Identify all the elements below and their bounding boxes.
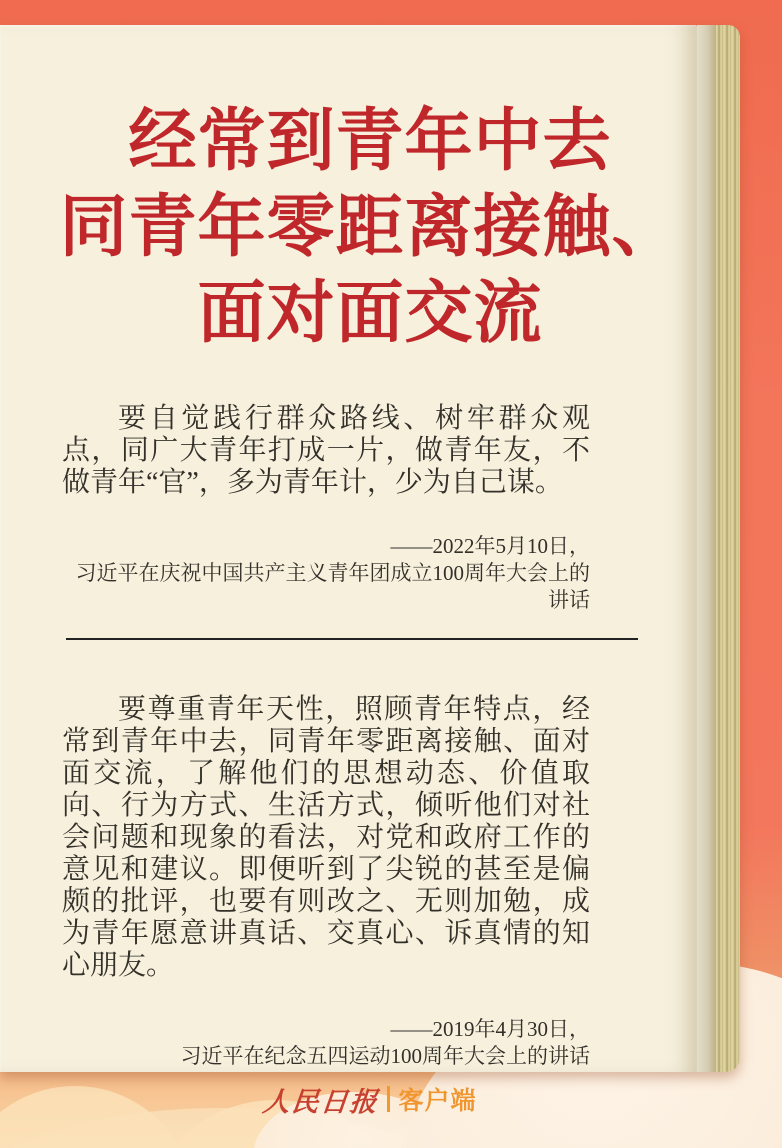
- title-line: 面对面交流: [197, 275, 543, 351]
- footer-brand: [0, 1084, 740, 1117]
- client-app-label: 客户端: [398, 1087, 477, 1115]
- quote-text: 要尊重青年天性，照顾青年特点，经常到青年中去，同青年零距离接触、面对面交流，了解他们的思想动态、价值取向、行为方式、生活方式，倾听他们对社会问题和现象的看法，对党和政府工作的意见和建议。即便听到了尖锐的甚至是偏颇的批评，也要有则改之、无则加勉，成为青年愿意讲真话、交真心、诉真情的知心朋友。: [62, 694, 590, 981]
- quote-text: 要自觉践行群众路线、树牢群众观点，同广大青年打成一片，做青年友，不做青年“官”，多为青年计，少为自己谋。: [62, 403, 590, 498]
- section-divider: [66, 638, 638, 640]
- title-line: 同青年零距离接触、: [59, 189, 681, 265]
- attribution-source: 习近平在庆祝中国共产主义青年团成立100周年大会上的讲话: [75, 561, 590, 612]
- book-page: [0, 25, 740, 1072]
- quote-block-1: [62, 403, 590, 614]
- people-daily-logo: 人民日报: [261, 1086, 381, 1117]
- page-title: [0, 25, 740, 356]
- attribution-date: ——2019年4月30日，: [390, 1017, 590, 1041]
- quote-attribution: [62, 533, 590, 614]
- attribution-date: ——2022年5月10日，: [390, 534, 590, 558]
- quote-block-2: [62, 694, 590, 1070]
- title-line: 经常到青年中去: [128, 103, 612, 179]
- page-surface: [0, 25, 697, 1072]
- logo-separator-bar: [387, 1086, 390, 1112]
- attribution-source: 习近平在纪念五四运动100周年大会上的讲话: [180, 1044, 590, 1068]
- quote-attribution: [62, 1016, 590, 1070]
